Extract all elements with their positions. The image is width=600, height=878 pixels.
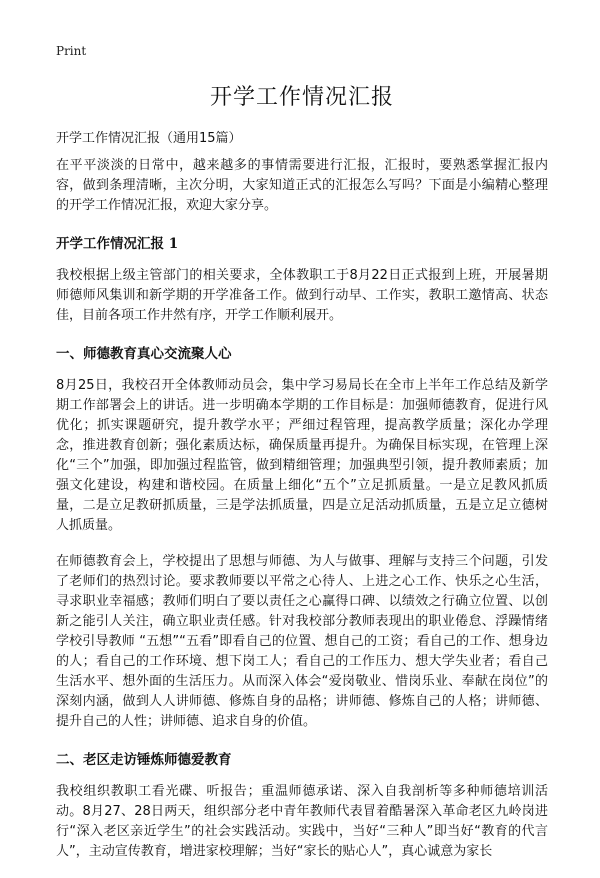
intro-paragraph: 在平平淡淡的日常中，越来越多的事情需要进行汇报，汇报时，要熟悉掌握汇报内容，做到条理清晰，主次分明，大家知道正式的汇报怎么写吗？下面是小编精心整理的开学工作情况汇报，欢迎大家分享。: [56, 158, 548, 213]
section1-paragraph-2: 在师德教育会上，学校提出了思想与师德、为人与做事、理解与支持三个问题，引发了老师们的热烈讨论。要求教师要以平常之心待人、上进之心工作、快乐之心生活，寻求职业幸福感；教师们明白了要以责任之心赢得口碑、以绩效之行确立位置、以创新之能引人关注，确立职业责任感。针对我校部分教师表现出的职业倦怠、浮躁情绪学校引导教师 “五想”“五看”即看自己的位置、想自己的工资；看自己的工作、想身边的人；看自己的工作环境、想下岗工人；看自己的工作压力、想大学失业者；看自己生活水平、想外面的生活压力。从而深入体会“爱岗敬业、惜岗乐业、奉献在岗位”的深刻内涵，做到人人讲师德、修炼自身的品格；讲师德、修炼自己的人格；讲师德、提升自己的人性；讲师德、追求自身的价值。: [56, 554, 548, 729]
print-link[interactable]: Print: [56, 44, 87, 58]
article-heading: 开学工作情况汇报 1: [56, 236, 179, 252]
section1-paragraph-1: 8月25日，我校召开全体教师动员会，集中学习易局长在全市上半年工作总结及新学期工作部署会上的讲话。进一步明确本学期的工作目标是：加强师德教育，促进行风优化；抓实课题研究，提升教学水平；严细过程管理，提高教学质量；深化办学理念，推进教育创新；强化素质达标，确保质量再提升。为确保目标实现，在管理上深化“三个”加强，即加强过程监管，做到精细管理；加强典型引领，提升教师素质；加强文化建设，构建和谐校园。在质量上细化“五个”立足抓质量。一是立足教风抓质量，二是立足教研抓质量，三是学法抓质量，四是立足活动抓质量，五是立足立德树人抓质量。: [56, 378, 548, 533]
document-subtitle: 开学工作情况汇报（通用15篇）: [56, 131, 242, 146]
section2-heading: 二、老区走访锤炼师德爱教育: [56, 752, 232, 768]
document-body: [56, 70, 548, 878]
section1-heading: 一、师德教育真心交流聚人心: [56, 346, 232, 362]
section2-paragraph-1: 我校组织教职工看光碟、听报告；重温师德承诺、深入自我剖析等多种师德培训活动。8月27、28日两天，组织部分老中青年教师代表冒着酷暑深入革命老区九岭岗进行“深入老区亲近学生”的社会实践活动。实践中，当好“三种人”即当好“教育的代言人”，主动宣传教育，增进家校理解；当好“家长的贴心人”，真心诚意为家长: [56, 784, 548, 859]
article-intro-paragraph: 我校根据上级主管部门的相关要求，全体教职工于8月22日正式报到上班，开展暑期师德师风集训和新学期的开学准备工作。做到行动早、工作实，教职工邀情高、状态佳，目前各项工作井然有序，开学工作顺利展开。: [56, 268, 548, 323]
page-title: 开学工作情况汇报: [209, 85, 394, 110]
